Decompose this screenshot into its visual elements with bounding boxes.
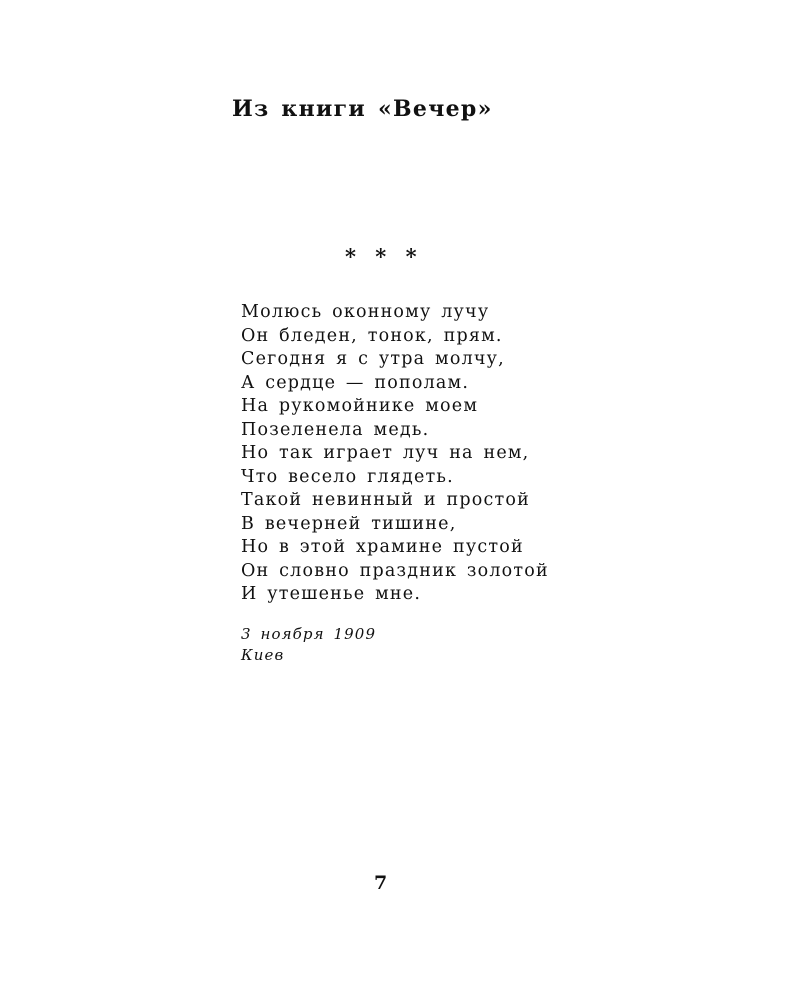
poem-separator: * * * — [345, 244, 423, 269]
poem-line: Что весело глядеть. — [241, 466, 454, 487]
poem-line: В вечерней тишине, — [241, 513, 457, 534]
poem-line: А сердце — пополам. — [241, 372, 470, 393]
poem-line: Он словно праздник золотой — [241, 560, 549, 581]
poem-line: Молюсь оконному лучу — [241, 302, 490, 322]
poem-place: Киев — [241, 646, 285, 664]
poem-line: Но так играет луч на нем, — [241, 443, 530, 463]
poem-line: Такой невинный и простой — [241, 490, 530, 510]
section-title: Из книги «Вечер» — [232, 96, 493, 122]
poem-dateline — [241, 624, 376, 666]
poem-line: Позеленела медь. — [241, 419, 430, 440]
poem-line: Сегодня я с утра молчу, — [241, 349, 505, 369]
poem-line: На рукомойнике моем — [241, 396, 479, 416]
poem-date: 3 ноября 1909 — [241, 625, 377, 643]
poem-line: Он бледен, тонок, прям. — [241, 325, 503, 346]
poem-line: Но в этой храмине пустой — [241, 537, 524, 557]
poem-line: И утешенье мне. — [241, 584, 422, 604]
poem-text — [241, 301, 549, 607]
page-number: 7 — [374, 872, 388, 894]
